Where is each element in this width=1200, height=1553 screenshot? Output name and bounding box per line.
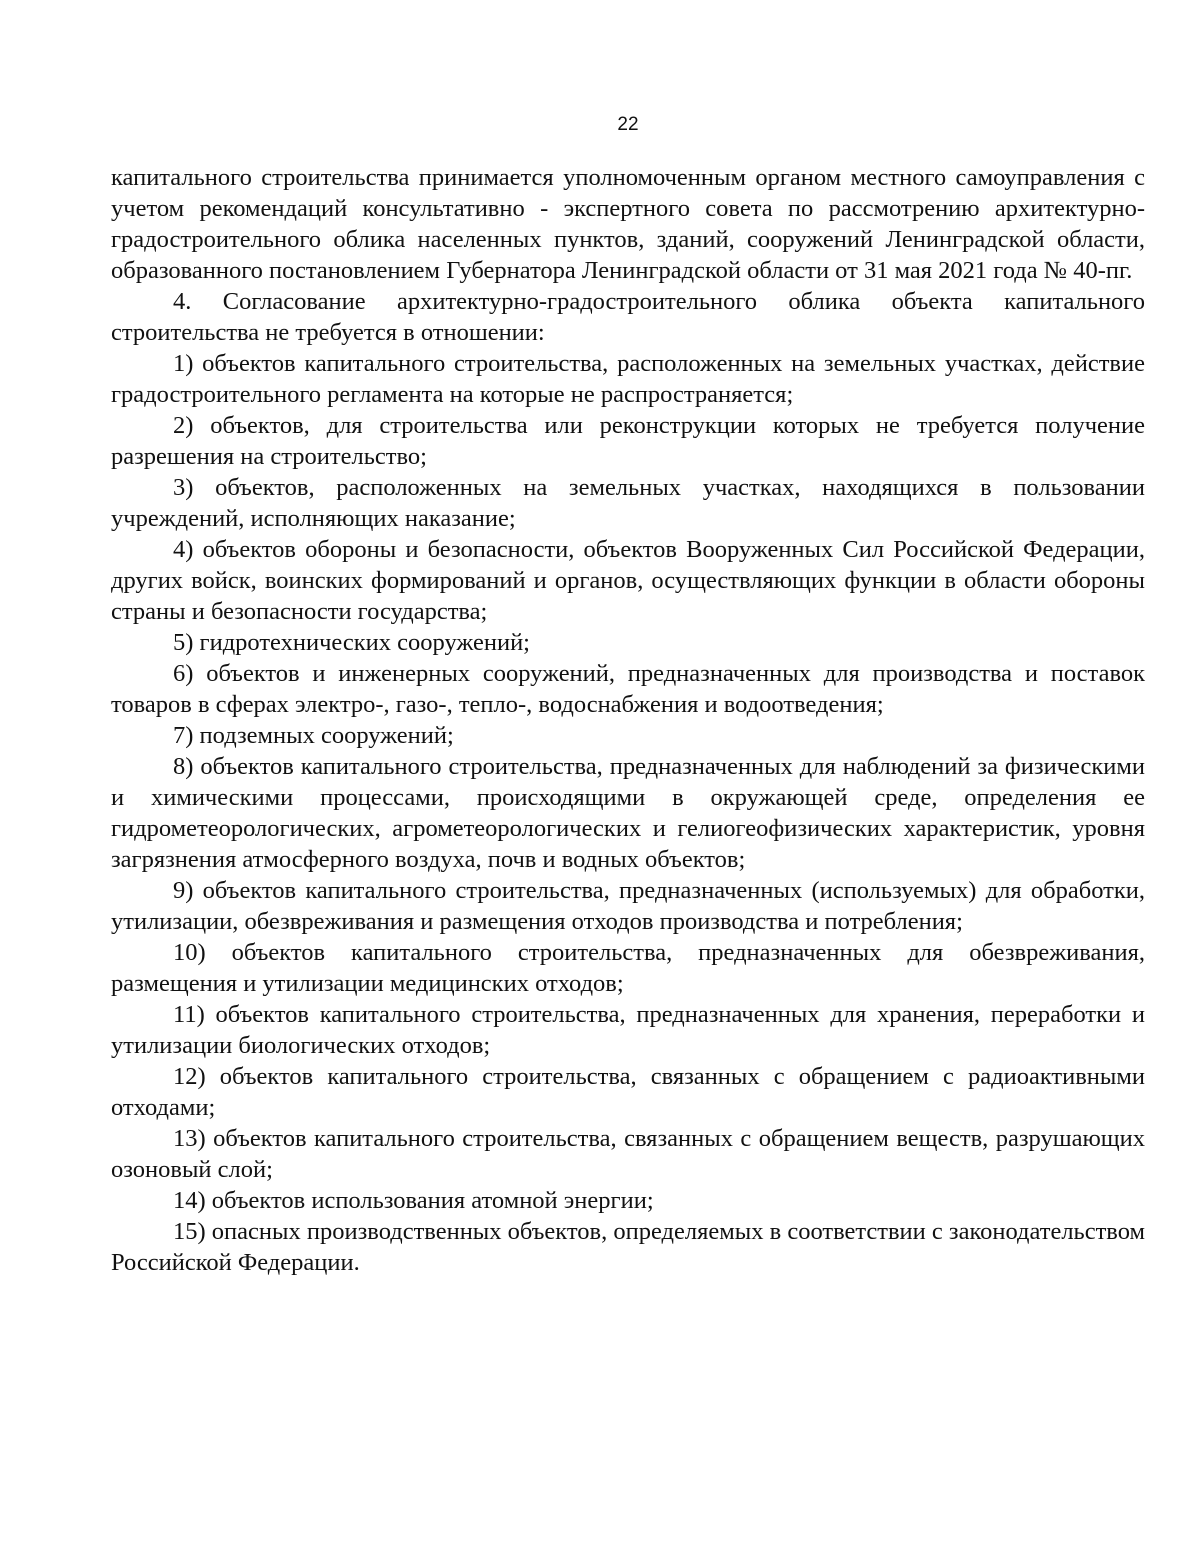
list-item-3: 3) объектов, расположенных на земельных участках, находящихся в пользовании учреждений, исполняющих наказание; <box>111 474 1145 532</box>
list-item-10: 10) объектов капитального строительства, предназначенных для обезвреживания, размещения и утилизации медицинских отходов; <box>111 939 1145 997</box>
list-item-13: 13) объектов капитального строительства, связанных с обращением веществ, разрушающих озоновый слой; <box>111 1125 1145 1183</box>
page-number: 22 <box>617 114 639 135</box>
paragraph-clause-4: 4. Согласование архитектурно-градостроительного облика объекта капитального строительства не требуется в отношении: <box>111 288 1145 346</box>
list-item-6: 6) объектов и инженерных сооружений, предназначенных для производства и поставок товаров в сферах электро-, газо-, тепло-, водоснабжения и водоотведения; <box>111 660 1145 718</box>
list-item-11: 11) объектов капитального строительства, предназначенных для хранения, переработки и утилизации биологических отходов; <box>111 1001 1145 1059</box>
list-item-8: 8) объектов капитального строительства, предназначенных для наблюдений за физическими и химическими процессами, происходящими в окружающей среде, определения ее гидрометеорологических, агрометеорологических и гелиогеофизических характеристик, уровня загрязнения атмосферного воздуха, почв и водных объектов; <box>111 753 1145 873</box>
list-item-7: 7) подземных сооружений; <box>173 722 454 749</box>
list-item-15: 15) опасных производственных объектов, определяемых в соответствии с законодательством Российской Федерации. <box>111 1218 1145 1276</box>
list-item-9: 9) объектов капитального строительства, предназначенных (используемых) для обработки, утилизации, обезвреживания и размещения отходов производства и потребления; <box>111 877 1145 935</box>
list-item-4: 4) объектов обороны и безопасности, объектов Вооруженных Сил Российской Федерации, других войск, воинских формирований и органов, осуществляющих функции в области обороны страны и безопасности государства; <box>111 536 1145 625</box>
list-item-12: 12) объектов капитального строительства, связанных с обращением с радиоактивными отходами; <box>111 1063 1145 1121</box>
list-item-14: 14) объектов использования атомной энергии; <box>173 1187 654 1214</box>
document-body <box>111 162 1145 1278</box>
list-item-5: 5) гидротехнических сооружений; <box>173 629 530 656</box>
list-item-2: 2) объектов, для строительства или реконструкции которых не требуется получение разрешения на строительство; <box>111 412 1145 470</box>
paragraph-continuation: капитального строительства принимается уполномоченным органом местного самоуправления с учетом рекомендаций консультативно - экспертного совета по рассмотрению архитектурно-градостроительного облика населенных пунктов, зданий, сооружений Ленинградской области, образованного постановлением Губернатора Ленинградской области от 31 мая 2021 года № 40-пг. <box>111 164 1145 284</box>
list-item-1: 1) объектов капитального строительства, расположенных на земельных участках, действие градостроительного регламента на которые не распространяется; <box>111 350 1145 408</box>
